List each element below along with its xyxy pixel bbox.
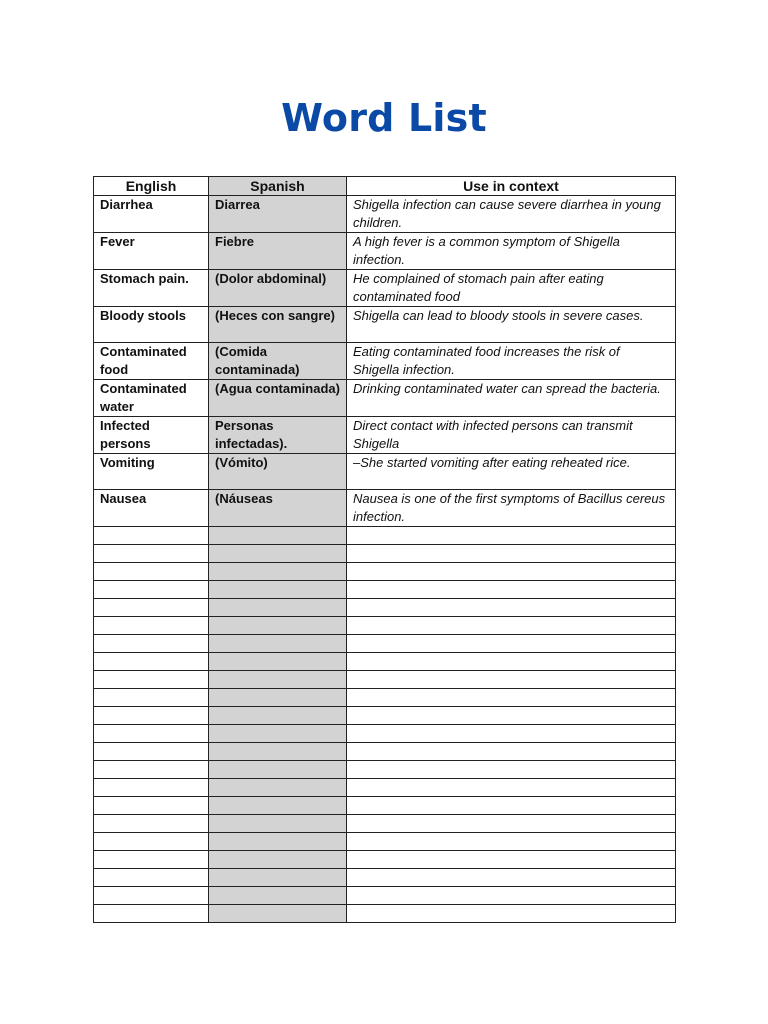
empty-cell [209,635,347,653]
spanish-cell: (Agua contaminada) [209,380,347,417]
empty-row [94,743,676,761]
spanish-cell: Fiebre [209,233,347,270]
empty-cell [94,707,209,725]
empty-cell [209,887,347,905]
header-english: English [94,177,209,196]
english-cell: Contaminated food [94,343,209,380]
table-row [94,490,676,527]
empty-cell [347,833,676,851]
spanish-cell: (Náuseas [209,490,347,527]
context-cell: Nausea is one of the first symptoms of Bacillus cereus infection. [347,490,676,527]
empty-row [94,869,676,887]
empty-cell [94,851,209,869]
empty-cell [94,887,209,905]
empty-cell [94,779,209,797]
empty-cell [209,815,347,833]
empty-cell [209,833,347,851]
context-cell: Direct contact with infected persons can transmit Shigella [347,417,676,454]
empty-cell [94,671,209,689]
word-list-table [93,176,676,923]
page-title: Word List [281,96,487,140]
context-cell: –She started vomiting after eating reheated rice. [347,454,676,490]
empty-row [94,599,676,617]
empty-cell [209,797,347,815]
table-header-row [94,177,676,196]
empty-row [94,689,676,707]
empty-cell [94,833,209,851]
empty-cell [94,599,209,617]
empty-cell [209,617,347,635]
empty-cell [347,815,676,833]
empty-cell [347,869,676,887]
context-cell: Shigella infection can cause severe diarrhea in young children. [347,196,676,233]
empty-cell [209,581,347,599]
english-cell: Nausea [94,490,209,527]
spanish-cell: (Dolor abdominal) [209,270,347,307]
empty-cell [347,563,676,581]
empty-cell [347,905,676,923]
english-cell: Stomach pain. [94,270,209,307]
empty-cell [94,689,209,707]
empty-row [94,707,676,725]
empty-row [94,887,676,905]
table-row [94,454,676,490]
empty-row [94,671,676,689]
empty-row [94,761,676,779]
empty-cell [347,635,676,653]
empty-cell [94,617,209,635]
empty-cell [347,707,676,725]
english-cell: Infected persons [94,417,209,454]
empty-cell [347,689,676,707]
empty-cell [209,707,347,725]
spanish-cell: Diarrea [209,196,347,233]
empty-cell [94,797,209,815]
empty-cell [209,689,347,707]
empty-cell [209,761,347,779]
table-row [94,417,676,454]
spanish-cell: (Heces con sangre) [209,307,347,343]
empty-row [94,563,676,581]
empty-cell [94,653,209,671]
empty-cell [347,797,676,815]
empty-cell [94,743,209,761]
empty-row [94,617,676,635]
english-cell: Bloody stools [94,307,209,343]
table-body [94,196,676,923]
empty-cell [209,599,347,617]
empty-cell [209,545,347,563]
empty-cell [347,761,676,779]
empty-row [94,815,676,833]
empty-row [94,779,676,797]
empty-row [94,905,676,923]
context-cell: Drinking contaminated water can spread the bacteria. [347,380,676,417]
empty-cell [347,887,676,905]
table-row [94,270,676,307]
empty-cell [209,527,347,545]
empty-cell [347,779,676,797]
empty-row [94,653,676,671]
empty-cell [209,563,347,581]
empty-cell [94,635,209,653]
empty-cell [209,779,347,797]
empty-cell [347,617,676,635]
empty-cell [94,869,209,887]
empty-cell [94,545,209,563]
empty-cell [347,581,676,599]
empty-cell [347,653,676,671]
empty-cell [347,599,676,617]
empty-cell [94,563,209,581]
empty-cell [94,527,209,545]
header-context: Use in context [347,177,676,196]
empty-cell [209,653,347,671]
table-row [94,380,676,417]
empty-cell [347,851,676,869]
context-cell: He complained of stomach pain after eating contaminated food [347,270,676,307]
empty-cell [209,671,347,689]
english-cell: Diarrhea [94,196,209,233]
empty-cell [209,725,347,743]
empty-cell [94,581,209,599]
empty-cell [209,743,347,761]
table-row [94,307,676,343]
context-cell: Shigella can lead to bloody stools in severe cases. [347,307,676,343]
empty-cell [209,851,347,869]
empty-cell [209,869,347,887]
empty-cell [94,725,209,743]
table-row [94,343,676,380]
spanish-cell: (Vómito) [209,454,347,490]
empty-row [94,545,676,563]
table-row [94,233,676,270]
empty-row [94,581,676,599]
header-spanish: Spanish [209,177,347,196]
empty-row [94,833,676,851]
empty-cell [347,743,676,761]
context-cell: A high fever is a common symptom of Shigella infection. [347,233,676,270]
empty-cell [209,905,347,923]
context-cell: Eating contaminated food increases the risk of Shigella infection. [347,343,676,380]
empty-cell [94,815,209,833]
empty-row [94,797,676,815]
empty-cell [347,545,676,563]
empty-cell [347,671,676,689]
empty-row [94,851,676,869]
english-cell: Vomiting [94,454,209,490]
spanish-cell: (Comida contaminada) [209,343,347,380]
english-cell: Fever [94,233,209,270]
empty-cell [347,527,676,545]
table-row [94,196,676,233]
empty-row [94,635,676,653]
empty-cell [94,905,209,923]
empty-cell [94,761,209,779]
empty-cell [347,725,676,743]
spanish-cell: Personas infectadas). [209,417,347,454]
english-cell: Contaminated water [94,380,209,417]
empty-row [94,527,676,545]
empty-row [94,725,676,743]
